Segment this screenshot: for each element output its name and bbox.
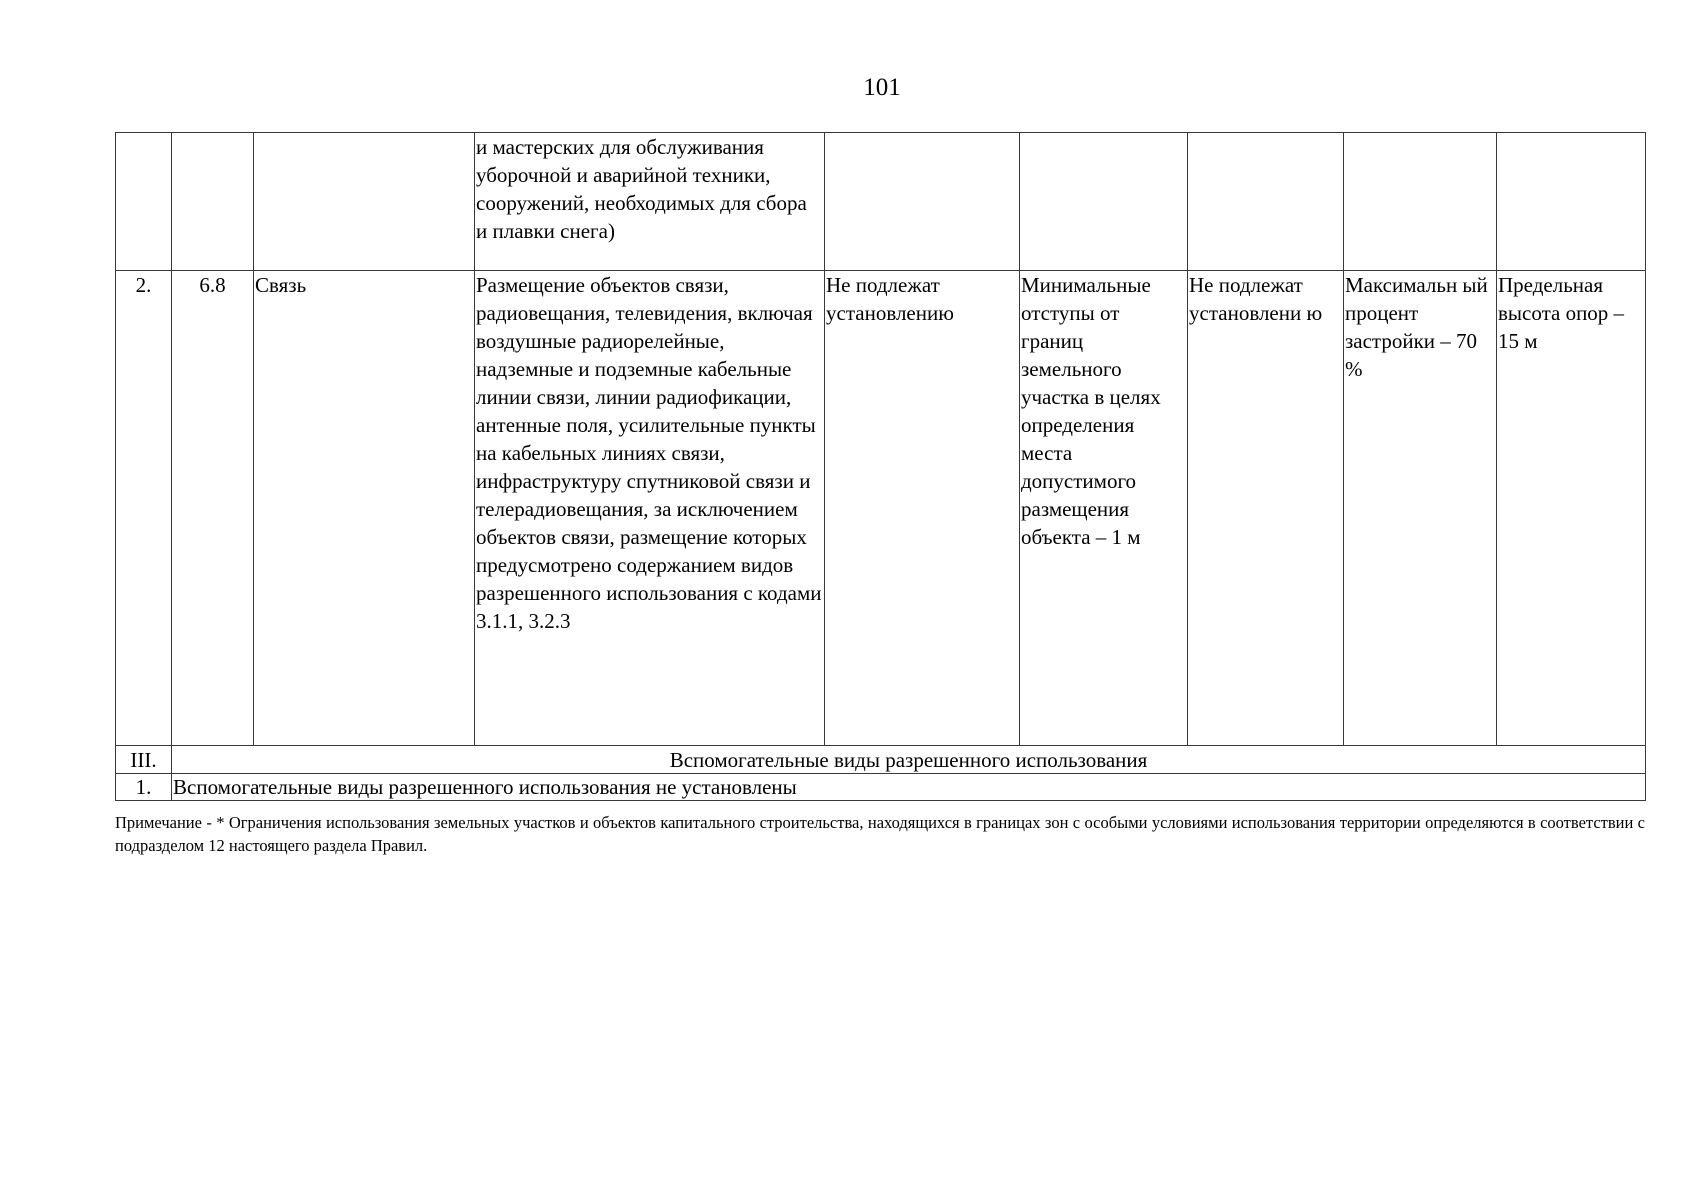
description-cell: и мастерских для обслуживания уборочной и аварийной техники, сооружений, необходимых для сбора и плавки снега) — [475, 133, 825, 271]
table-cell — [1188, 133, 1344, 271]
table-cell: Предельная высота опор – 15 м — [1497, 271, 1646, 746]
row-number: 2. — [116, 271, 172, 746]
description-cell: Размещение объектов связи, радиовещания, телевидения, включая воздушные радиорелейные, надземные и подземные кабельные линии связи, линии радиофикации, антенные поля, усилительные пункты на кабельных линиях связи, инфраструктуру спутниковой связи и телерадиовещания, за исключением объектов связи, размещение которых предусмотрено содержанием видов разрешенного использования с кодами 3.1.1, 3.2.3 — [475, 271, 825, 746]
table-cell: Максимальн ый процент застройки – 70 % — [1344, 271, 1497, 746]
section-header-row — [116, 746, 1646, 774]
table-cell — [116, 133, 172, 271]
regulations-table — [115, 132, 1646, 801]
footnote: Примечание - * Ограничения использования земельных участков и объектов капитального строительства, находящихся в границах зон с особыми условиями использования территории определяются в соответствии с подразделом 12 настоящего раздела Правил. — [115, 813, 1645, 855]
table-cell — [172, 133, 254, 271]
table-row — [116, 271, 1646, 746]
row-code: 6.8 — [172, 271, 254, 746]
table-cell — [254, 133, 475, 271]
table-cell — [825, 133, 1020, 271]
page-number: 101 — [863, 74, 901, 101]
section-number: III. — [116, 746, 172, 774]
table-cell: Не подлежат установлени ю — [1188, 271, 1344, 746]
row-number: 1. — [116, 774, 172, 801]
row-name: Связь — [254, 271, 475, 746]
table-cell: Минимальные отступы от границ земельного участка в целях определения места допустимого размещения объекта – 1 м — [1020, 271, 1188, 746]
table-row — [116, 774, 1646, 801]
section-title: Вспомогательные виды разрешенного использования — [172, 746, 1646, 774]
table-cell — [1344, 133, 1497, 271]
row-text: Вспомогательные виды разрешенного использования не установлены — [172, 774, 1646, 801]
table-row — [116, 133, 1646, 271]
table-cell: Не подлежат установлению — [825, 271, 1020, 746]
table-cell — [1497, 133, 1646, 271]
table-cell — [1020, 133, 1188, 271]
